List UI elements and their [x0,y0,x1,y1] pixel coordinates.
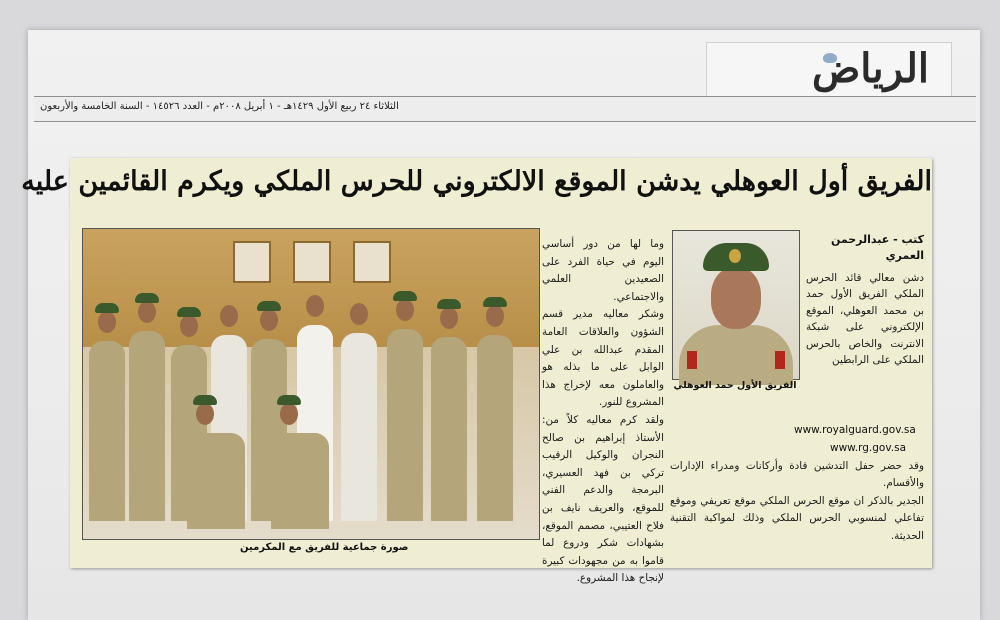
paragraph-thanks: وشكر معاليه مدير قسم الشؤون والعلاقات العامة المقدم عبدالله بن علي الوابل على ما بذله هو والعاملون معه لإخراج هذا المشروع للنور. [542,308,664,409]
portrait-caption: الفريق الأول حمد العوهلي [673,380,797,391]
article-column-middle [542,236,664,585]
article-column-bottom [670,458,924,545]
article-lead: دشن معالي قائد الحرس الملكي الفريق الأول حمد بن محمد العوهلي، الموقع الإلكتروني على شبكة الانترنت والخاص بالحرس الملكي على الرابطين [806,272,924,367]
url-royalguard[interactable]: www.royalguard.gov.sa [794,424,916,436]
group-photo-caption: صورة جماعية للفريق مع المكرمين [240,542,409,553]
article-clipping [21,158,932,585]
wall-frame [293,241,331,283]
officer-figure [431,337,467,521]
url-rg[interactable]: www.rg.gov.sa [830,442,907,454]
wall-frame [353,241,391,283]
paragraph-honor: ولقد كرم معاليه كلاً من: الأستاذ إبراهيم بن صالح النجران والوكيل الرقيب تركي بن فهد العسيري، البرمجة والدعم الفني للموقع، والعريف نايف بن فلاح العتيبي، مصمم الموقع، بشهادات شكر ودروع لما قاموا به من مجهودات كبيرة لإنجاح هذا المشروع. [542,413,664,585]
officer-figure [341,333,377,521]
group-photo [82,228,540,540]
paragraph-site: الجدير بالذكر ان موقع الحرس الملكي موقع تعريفي وموقع تفاعلي لمنسوبي الحرس الملكي وذلك لمواكبة التقنية الحديثة. [670,494,924,542]
collar-tab [687,351,697,369]
officer-figure [387,329,423,521]
article-headline: الفريق أول العوهلي يدشن الموقع الالكتروني للحرس الملكي ويكرم القائمين عليه [21,166,932,197]
portrait-photo [672,230,800,380]
collar-tab [775,351,785,369]
cap-badge-icon [729,249,741,263]
newspaper-logo: الرياض [811,45,929,92]
paragraph-role: وما لها من دور أساسي اليوم في حياة الفرد على الصعيدين العلمي والاجتماعي. [542,238,664,303]
face-shape [711,267,761,329]
article-byline: كتب - عبدالرحمن العمري [830,233,924,262]
newspaper-masthead [706,42,952,98]
wall-frame [233,241,271,283]
officer-figure [129,331,165,521]
kneeling-figure [271,433,329,529]
kneeling-figure [187,433,245,529]
officer-figure [89,341,125,521]
dateline-text: الثلاثاء ٢٤ ربيع الأول ١٤٢٩هـ - ١ أبريل ٢٠٠٨م - العدد ١٤٥٢٦ - السنة الخامسة والأربعون [40,101,399,112]
officer-figure [477,335,513,521]
paragraph-attendance: وقد حضر حفل التدشين قادة وأركانات ومدراء الإدارات والأقسام. [670,460,924,490]
dateline-bar [34,96,976,122]
